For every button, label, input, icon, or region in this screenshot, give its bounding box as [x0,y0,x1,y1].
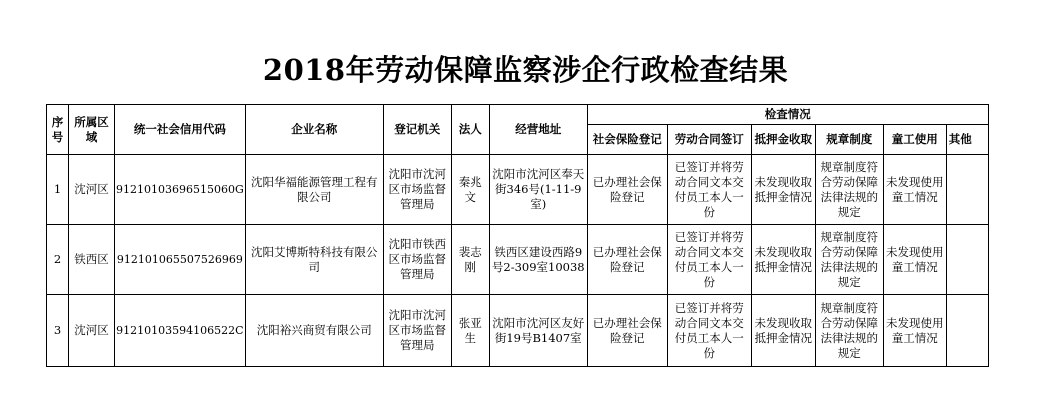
cell-deposit: 未发现收取抵押金情况 [751,295,815,367]
cell-social-insurance: 已办理社会保险登记 [587,295,667,367]
cell-registrar: 沈阳市铁西区市场监督管理局 [383,225,451,295]
cell-credit-code: 91210103696515060G [115,155,246,225]
cell-child-labor: 未发现使用童工情况 [883,155,946,225]
header-deposit: 抵押金收取 [751,125,815,155]
cell-other [946,295,988,367]
cell-child-labor: 未发现使用童工情况 [883,295,946,367]
header-district: 所属区域 [69,105,115,155]
cell-address: 沈阳市沈河区友好街19号B1407室 [489,295,587,367]
header-social-insurance: 社会保险登记 [587,125,667,155]
header-inspection: 检查情况 [587,105,988,125]
header-row [47,105,989,125]
cell-company: 沈阳艾博斯特科技有限公司 [245,225,383,295]
cell-seq: 1 [47,155,69,225]
cell-social-insurance: 已办理社会保险登记 [587,155,667,225]
header-rules: 规章制度 [815,125,883,155]
table-row [47,225,989,295]
inspection-results-table [46,104,989,367]
cell-rules: 规章制度符合劳动保障法律法规的规定 [815,155,883,225]
cell-address: 沈阳市沈河区奉天街346号(1-11-9室) [489,155,587,225]
header-labor-contract: 劳动合同签订 [667,125,751,155]
table-row [47,155,989,225]
cell-seq: 3 [47,295,69,367]
cell-legal-person: 裴志刚 [451,225,489,295]
cell-social-insurance: 已办理社会保险登记 [587,225,667,295]
cell-credit-code: 91210103594106522C [115,295,246,367]
cell-rules: 规章制度符合劳动保障法律法规的规定 [815,225,883,295]
cell-legal-person: 秦兆文 [451,155,489,225]
header-other: 其他 [946,125,988,155]
cell-district: 沈河区 [69,295,115,367]
cell-credit-code: 912101065507526969 [115,225,246,295]
cell-company: 沈阳华福能源管理工程有限公司 [245,155,383,225]
cell-deposit: 未发现收取抵押金情况 [751,225,815,295]
table-row [47,295,989,367]
cell-child-labor: 未发现使用童工情况 [883,225,946,295]
cell-labor-contract: 已签订并将劳动合同文本交付员工本人一份 [667,295,751,367]
page-title: 2018年劳动保障监察涉企行政检查结果 [262,53,789,87]
cell-other [946,225,988,295]
cell-rules: 规章制度符合劳动保障法律法规的规定 [815,295,883,367]
cell-registrar: 沈阳市沈河区市场监督管理局 [383,295,451,367]
cell-other [946,155,988,225]
cell-legal-person: 张亚生 [451,295,489,367]
cell-district: 铁西区 [69,225,115,295]
cell-labor-contract: 已签订并将劳动合同文本交付员工本人一份 [667,155,751,225]
header-legal-person: 法人 [451,105,489,155]
header-credit-code: 统一社会信用代码 [115,105,246,155]
cell-address: 铁西区建设西路9号2-309室10038 [489,225,587,295]
cell-district: 沈河区 [69,155,115,225]
cell-labor-contract: 已签订并将劳动合同文本交付员工本人一份 [667,225,751,295]
header-registrar: 登记机关 [383,105,451,155]
cell-registrar: 沈阳市沈河区市场监督管理局 [383,155,451,225]
cell-company: 沈阳裕兴商贸有限公司 [245,295,383,367]
header-address: 经营地址 [489,105,587,155]
header-child-labor: 童工使用 [883,125,946,155]
header-company: 企业名称 [245,105,383,155]
header-seq: 序号 [47,105,69,155]
cell-deposit: 未发现收取抵押金情况 [751,155,815,225]
cell-seq: 2 [47,225,69,295]
